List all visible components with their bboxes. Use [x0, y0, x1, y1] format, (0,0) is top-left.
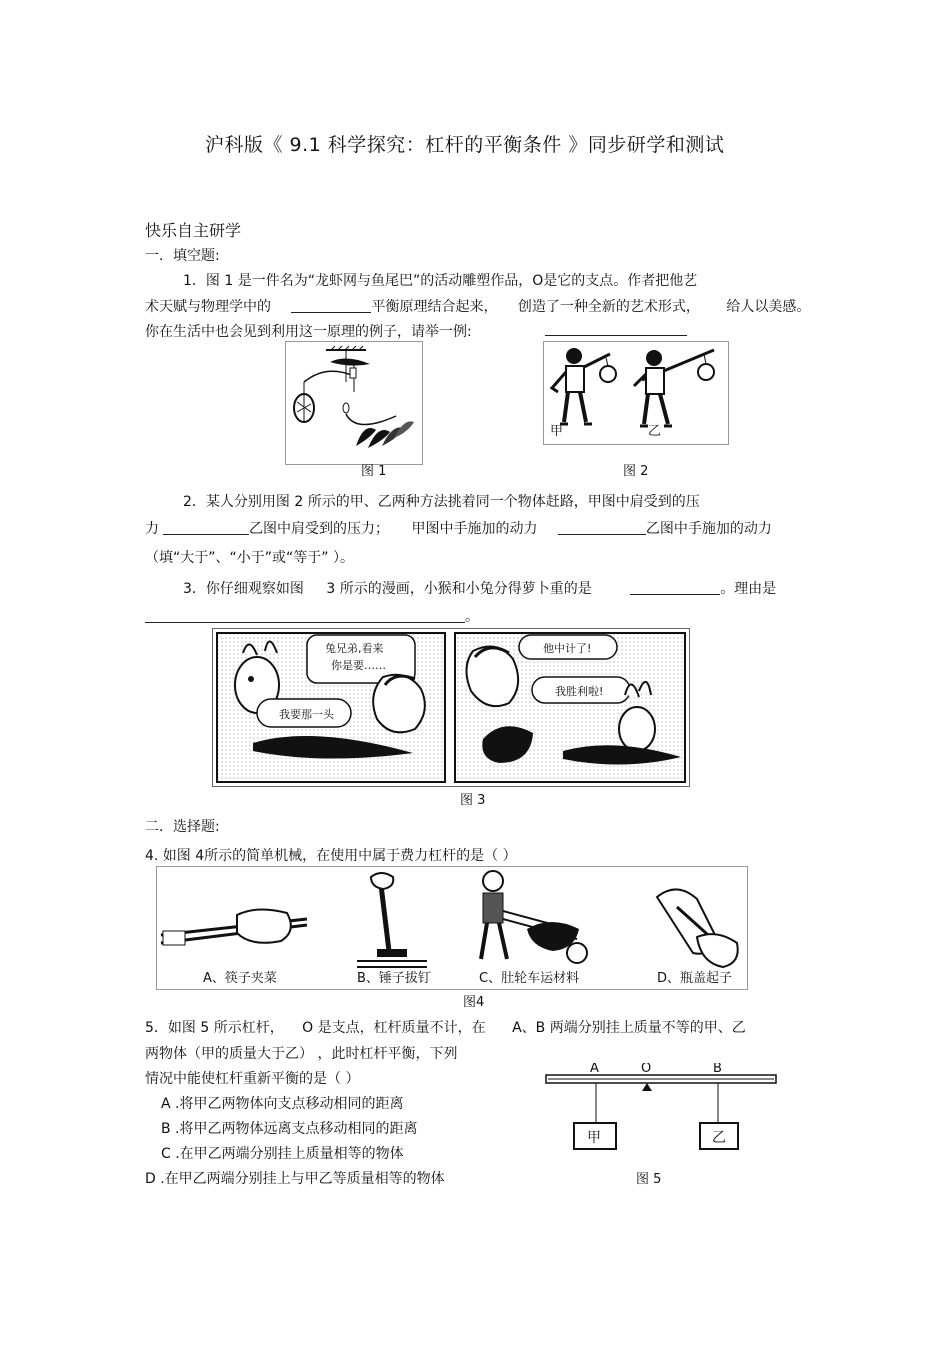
q2-blank2[interactable] — [558, 520, 646, 535]
q3-text-a: 3．你仔细观察如图 — [183, 581, 304, 597]
q1-line2 — [145, 296, 810, 316]
q1-text-d: 给人以美感。 — [726, 299, 811, 315]
q5-option-c: C .在甲乙两端分别挂上质量相等的物体 — [161, 1146, 404, 1162]
q5-line1 — [145, 1017, 746, 1037]
q5-line3: 情况中能使杠杆重新平衡的是（ ） — [145, 1071, 360, 1087]
fig4-label-c: C、肚轮车运材料 — [479, 971, 580, 986]
q2-line1: 2．某人分别用图 2 所示的甲、乙两种方法挑着同一个物体赶路，甲图中肩受到的压 — [183, 494, 700, 510]
q2-text-a: 力 — [145, 521, 159, 537]
q2-blank1[interactable] — [163, 520, 249, 535]
q2-line3: （填“大于”、“小于”或“等于” ）。 — [145, 550, 354, 566]
q1-line3: 你在生活中也会见到利用这一原理的例子，请举一例: — [145, 324, 472, 340]
fig3-bubble1b: 你是要…… — [331, 659, 386, 672]
q5-text-a: 5．如图 5 所示杠杆， — [145, 1020, 284, 1036]
figure-5-lever — [543, 1062, 779, 1154]
fig4-label-a: A、筷子夹菜 — [203, 971, 277, 986]
q1-text-c: 创造了一种全新的艺术形式， — [517, 299, 700, 315]
q2-text-c: 甲图中手施加的动力 — [411, 521, 538, 537]
q3-text-b: 3 所示的漫画，小猴和小兔分得萝卜重的是 — [326, 581, 592, 597]
figure-2-label-jia: 甲 — [550, 424, 564, 439]
q2-line2 — [145, 518, 772, 538]
fig5-label-o: O — [641, 1062, 652, 1076]
figure-1-sculpture — [285, 341, 423, 465]
q1-text-b: 平衡原理结合起来， — [371, 299, 498, 315]
fig3-bubble2: 我要那一头 — [279, 708, 334, 721]
figure-5-caption: 图 5 — [636, 1172, 662, 1187]
figure-2-caption: 图 2 — [623, 464, 649, 479]
q3-text-c: 。理由是 — [720, 581, 777, 597]
fig4-label-d: D、瓶盖起子 — [657, 971, 733, 986]
figure-4-machines — [156, 866, 748, 990]
figure-2-carrying — [543, 341, 729, 445]
fig4-label-b: B、锤子拔钉 — [357, 971, 431, 986]
q5-option-a: A .将甲乙两物体向支点移动相同的距离 — [161, 1096, 404, 1112]
q5-line2: 两物体（甲的质量大于乙） ，此时杠杆平衡，下列 — [145, 1046, 458, 1062]
q3-blank1[interactable] — [630, 580, 720, 595]
fig5-label-yi: 乙 — [712, 1130, 726, 1146]
q1-line1: 1．图 1 是一件名为“龙虾网与鱼尾巴”的活动雕塑作品，O是它的支点。作者把他艺 — [183, 273, 698, 289]
figure-1-caption: 图 1 — [361, 464, 387, 479]
q3-line1 — [183, 578, 776, 598]
figure-2-label-yi: 乙 — [648, 424, 662, 439]
q5-option-b: B .将甲乙两物体远离支点移动相同的距离 — [161, 1121, 418, 1137]
q1-blank2[interactable] — [545, 321, 687, 336]
figure-4-caption: 图4 — [463, 995, 485, 1010]
page-title: 沪科版《 9.1 科学探究：杠杆的平衡条件 》同步研学和测试 — [205, 134, 725, 156]
q5-option-d: D .在甲乙两端分别挂上与甲乙等质量相等的物体 — [145, 1171, 445, 1187]
q3-line2 — [145, 606, 479, 626]
part2-heading: 二．选择题: — [145, 819, 220, 835]
q5-text-b: O 是支点，杠杆质量不计，在 — [302, 1020, 486, 1036]
fig5-label-b: B — [713, 1062, 722, 1076]
fig3-bubble4: 我胜利啦! — [555, 685, 604, 698]
q4-text: 4. 如图 4所示的简单机械，在使用中属于费力杠杆的是（ ） — [145, 848, 517, 864]
q3-blank2[interactable] — [145, 608, 465, 623]
q1-blank1[interactable] — [291, 298, 371, 313]
q1-text-a: 术天赋与物理学中的 — [145, 299, 271, 315]
q2-text-d: 乙图中手施加的动力 — [645, 521, 772, 537]
fig5-label-a: A — [590, 1062, 599, 1076]
fig3-bubble3: 他中计了! — [543, 642, 592, 655]
part1-heading: 一．填空题: — [145, 248, 220, 264]
fig3-bubble1: 兔兄弟,看来 — [325, 642, 384, 655]
q5-text-c: A、B 两端分别挂上质量不等的甲、乙 — [512, 1020, 746, 1036]
figure-3-caption: 图 3 — [460, 793, 486, 808]
q2-text-b: 乙图中肩受到的压力； — [249, 521, 389, 537]
fig5-label-jia: 甲 — [587, 1130, 601, 1146]
section-heading: 快乐自主研学 — [145, 221, 242, 240]
figure-3-comic — [212, 628, 690, 787]
q3-text-end: 。 — [465, 609, 479, 625]
